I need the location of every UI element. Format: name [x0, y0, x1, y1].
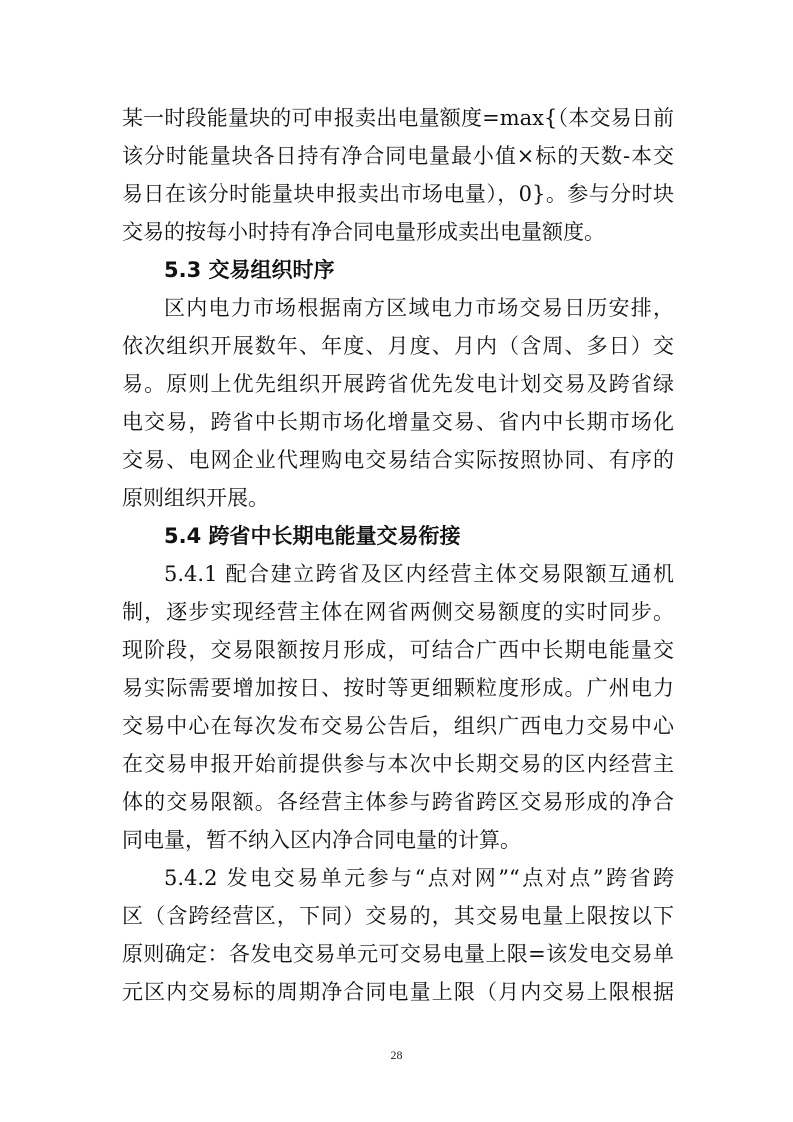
paragraph-line: 交易中心在每次发布交易公告后，组织广西电力交易中心 — [122, 714, 674, 738]
paragraph-line: 制，逐步实现经营主体在网省两侧交易额度的实时同步。 — [122, 600, 674, 624]
paragraph-line: 同电量，暂不纳入区内净合同电量的计算。 — [122, 828, 521, 852]
paragraph-line: 交易的按每小时持有净合同电量形成卖出电量额度。 — [122, 220, 605, 244]
paragraph-line: 交易、电网企业代理购电交易结合实际按照协同、有序的 — [122, 448, 674, 472]
paragraph-line: 5.4.2 发电交易单元参与“点对网”“点对点”跨省跨 — [164, 866, 674, 890]
paragraph-line: 易日在该分时能量块申报卖出市场电量），0}。参与分时块 — [122, 182, 674, 206]
paragraph-line: 元区内交易标的周期净合同电量上限（月内交易上限根据 — [122, 980, 674, 1004]
paragraph-line: 区内电力市场根据南方区域电力市场交易日历安排， — [164, 296, 674, 320]
paragraph-line: 在交易申报开始前提供参与本次中长期交易的区内经营主 — [122, 752, 674, 776]
paragraph-line: 某一时段能量块的可申报卖出电量额度=max{（本交易日前 — [122, 106, 674, 130]
paragraph-line: 依次组织开展数年、年度、月度、月内（含周、多日）交 — [122, 334, 674, 358]
paragraph-line: 易实际需要增加按日、按时等更细颗粒度形成。广州电力 — [122, 676, 674, 700]
paragraph-line: 区（含跨经营区，下同）交易的，其交易电量上限按以下 — [122, 904, 674, 928]
paragraph-line: 电交易，跨省中长期市场化增量交易、省内中长期市场化 — [122, 410, 674, 434]
paragraph-line: 原则组织开展。 — [122, 486, 269, 510]
paragraph-line: 现阶段，交易限额按月形成，可结合广西中长期电能量交 — [122, 638, 674, 662]
paragraph-line: 原则确定：各发电交易单元可交易电量上限=该发电交易单 — [122, 942, 674, 966]
paragraph-line: 5.4.1 配合建立跨省及区内经营主体交易限额互通机 — [164, 562, 674, 586]
paragraph-line: 该分时能量块各日持有净合同电量最小值×标的天数-本交 — [122, 144, 674, 168]
page-number: 28 — [390, 1048, 403, 1062]
paragraph-line: 体的交易限额。各经营主体参与跨省跨区交易形成的净合 — [122, 790, 674, 814]
section-heading-5-3: 5.3 交易组织时序 — [164, 258, 335, 282]
section-heading-5-4: 5.4 跨省中长期电能量交易衔接 — [164, 524, 461, 548]
paragraph-line: 易。原则上优先组织开展跨省优先发电计划交易及跨省绿 — [122, 372, 674, 396]
